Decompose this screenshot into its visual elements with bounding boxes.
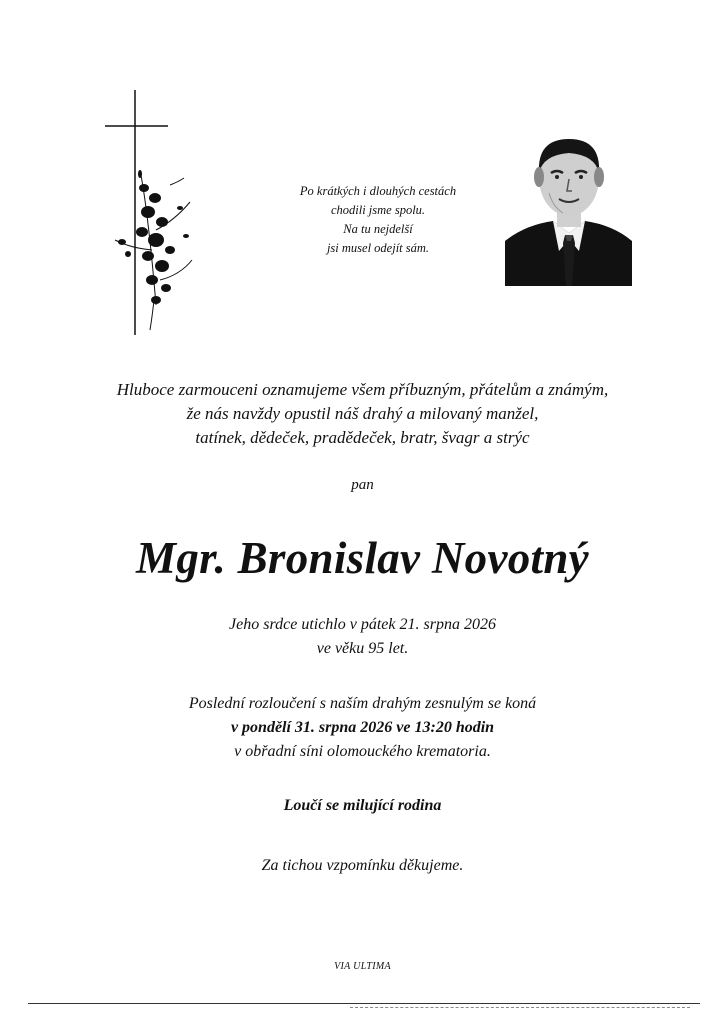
announcement-intro [0,378,725,450]
funeral-info [0,692,725,764]
portrait-photo [505,133,632,286]
verse-line: chodili jsme spolu. [330,203,426,217]
death-date: Jeho srdce utichlo v pátek 21. srpna 2026 [229,616,496,633]
footer-divider [28,1003,700,1004]
honorific: pan [351,477,374,493]
verse-line: jsi musel odejít sám. [326,241,430,255]
intro-line: že nás navždy opustil náš drahý a milovaný manžel, [186,404,539,423]
verse [268,182,488,258]
funeral-datetime: v pondělí 31. srpna 2026 ve 13:20 hodin [230,719,495,736]
death-info [0,613,725,661]
agency-name: VIA ULTIMA [334,961,391,972]
intro-line: tatínek, dědeček, pradědeček, bratr, švagr a strýc [195,428,530,447]
death-age: ve věku 95 let. [316,640,409,657]
thanks-line: Za tichou vzpomínku děkujeme. [261,857,464,874]
deceased-name: Mgr. Bronislav Novotný [136,533,589,583]
family-signature: Loučí se milující rodina [283,797,442,814]
footer-divider-dashed [350,1007,690,1008]
cross-with-flowers-icon [100,90,210,340]
verse-line: Po krátkých i dlouhých cestách [299,184,457,198]
funeral-intro: Poslední rozloučení s naším drahým zesnulým se koná [188,695,537,712]
verse-line: Na tu nejdelší [343,222,413,236]
funeral-location: v obřadní síni olomouckého krematoria. [234,743,491,760]
intro-line: Hluboce zarmouceni oznamujeme všem příbuzným, přátelům a známým, [116,380,609,399]
